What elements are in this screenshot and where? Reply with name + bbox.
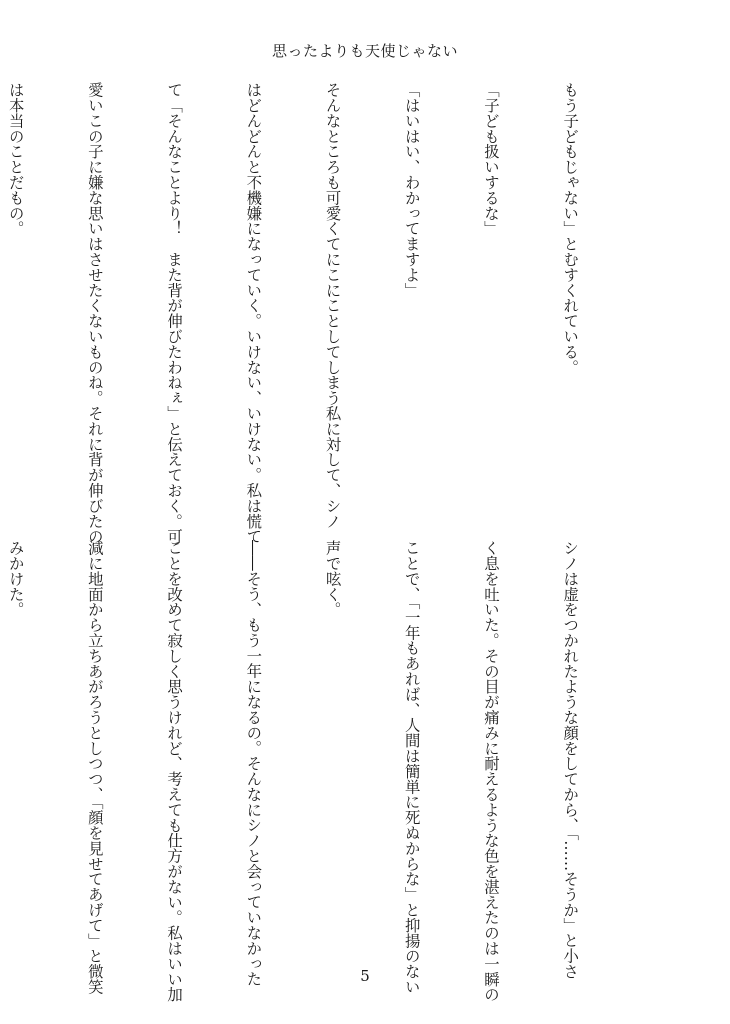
running-title: 思ったよりも天使じゃない bbox=[271, 42, 458, 60]
text-line: ――そう、もう一年になるの。そんなにシノと会っていなかった bbox=[244, 540, 263, 987]
lower-text-block bbox=[6, 540, 636, 1002]
text-line: 「はいはい、わかってますよ」 bbox=[402, 82, 421, 298]
text-line: 減に地面から立ちあがろうとしつつ、「顔を見せてあげて」と微笑 bbox=[85, 540, 104, 995]
text-line: はどんどんと不機嫌になっていく。いけない、いけない。私は慌て bbox=[244, 82, 263, 544]
page-number: 5 bbox=[360, 967, 370, 985]
text-line: 「子ども扱いするな」 bbox=[481, 82, 500, 236]
text-line: みかけた。 bbox=[6, 540, 25, 617]
upper-text-block bbox=[6, 82, 636, 544]
text-line: ことを改めて寂しく思うけれど、考えても仕方がない。私はいい加 bbox=[165, 540, 184, 1002]
text-line: は本当のことだもの。 bbox=[6, 82, 25, 236]
text-line: ことで、「一年もあれば、人間は簡単に死ぬからな」と抑揚のない bbox=[402, 540, 421, 995]
text-line: 声で呟く。 bbox=[323, 540, 342, 617]
text-line: シノは虚をつかれたような顔をしてから、「……そうか」と小さ bbox=[561, 540, 580, 979]
text-line: く息を吐いた。その目が痛みに耐えるような色を湛えたのは一瞬の bbox=[481, 540, 500, 1002]
text-line: そんなところも可愛くてにこにことしてしまう私に対して、シノ bbox=[323, 82, 342, 529]
text-line: て「そんなことより！ また背が伸びたわねぇ」と伝えておく。可 bbox=[165, 82, 184, 544]
text-line: 愛いこの子に嫌な思いはさせたくないものね。それに背が伸びたの bbox=[85, 82, 104, 544]
text-line: もう子どもじゃない」とむすくれている。 bbox=[561, 82, 580, 375]
